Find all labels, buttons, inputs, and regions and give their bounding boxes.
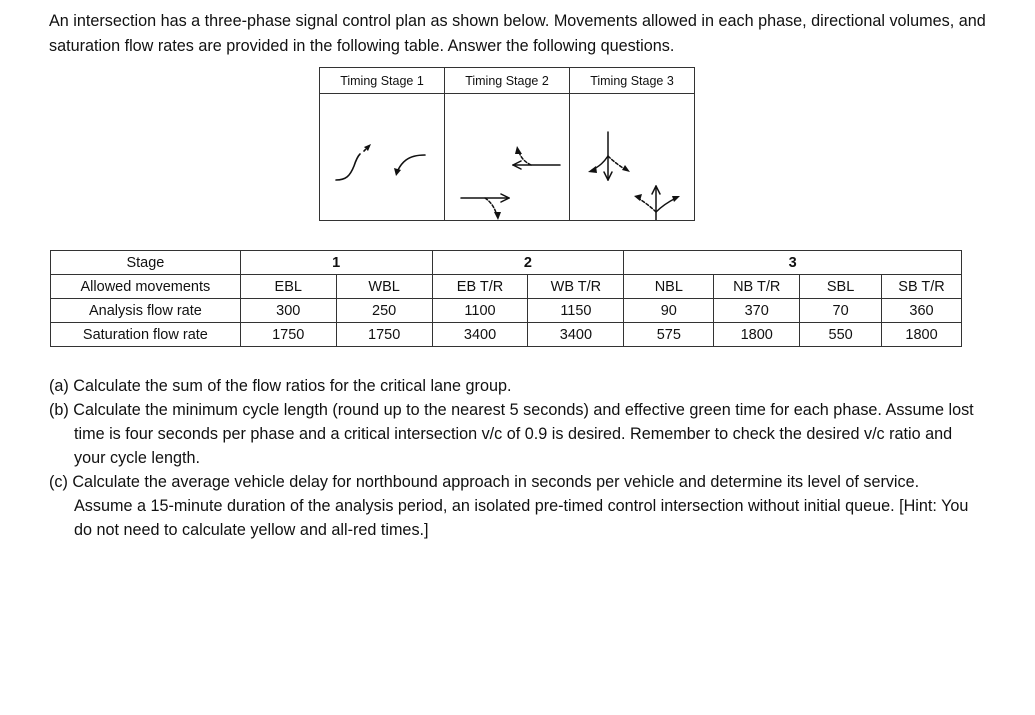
table-cell: 3400 — [432, 323, 528, 347]
timing-stage-2-header: Timing Stage 2 — [445, 68, 570, 94]
stage-3-label: 3 — [624, 251, 962, 275]
timing-stage-diagram — [319, 67, 695, 221]
table-cell: EBL — [240, 275, 336, 299]
table-cell: SBL — [800, 275, 882, 299]
movement-data-table — [50, 250, 962, 347]
timing-stage-1-cell — [320, 94, 445, 221]
stage-2-label: 2 — [432, 251, 624, 275]
table-cell: NBL — [624, 275, 714, 299]
table-cell: 70 — [800, 299, 882, 323]
stage-3-movements-icon — [570, 94, 694, 220]
table-cell: 550 — [800, 323, 882, 347]
table-cell: 1750 — [336, 323, 432, 347]
table-cell: 90 — [624, 299, 714, 323]
table-cell: NB T/R — [714, 275, 800, 299]
table-cell: 1800 — [882, 323, 962, 347]
table-cell: 1150 — [528, 299, 624, 323]
stage-1-movements-icon — [320, 94, 444, 220]
question-b: (b) Calculate the minimum cycle length (round up to the nearest 5 seconds) and effective green time for each phase. Assume lost time is four seconds per phase and a critical intersection v/c of 0.9 is desired. Remember to check the desired v/c ratio and your cycle length. — [49, 401, 974, 467]
table-cell: SB T/R — [882, 275, 962, 299]
row-label: Saturation flow rate — [51, 323, 241, 347]
table-cell: 1800 — [714, 323, 800, 347]
row-label: Analysis flow rate — [51, 299, 241, 323]
table-cell: 1100 — [432, 299, 528, 323]
table-cell: 370 — [714, 299, 800, 323]
table-cell: 1750 — [240, 323, 336, 347]
stage-header-row — [51, 251, 962, 275]
table-row — [51, 299, 962, 323]
timing-stage-3-cell — [570, 94, 695, 221]
table-cell: 575 — [624, 323, 714, 347]
table-cell: EB T/R — [432, 275, 528, 299]
question-c: (c) Calculate the average vehicle delay for northbound approach in seconds per vehicle and determine its level of service. Assume a 15-minute duration of the analysis period, an isolated pre-timed control intersection without initial queue. [Hint: You do not need to calculate yellow and all-red times.] — [49, 473, 969, 539]
row-label: Allowed movements — [51, 275, 241, 299]
table-cell: 3400 — [528, 323, 624, 347]
table-cell: 300 — [240, 299, 336, 323]
stage-label: Stage — [51, 251, 241, 275]
timing-stage-3-header: Timing Stage 3 — [570, 68, 695, 94]
table-row — [51, 323, 962, 347]
stage-1-label: 1 — [240, 251, 432, 275]
timing-stage-1-header: Timing Stage 1 — [320, 68, 445, 94]
table-cell: 360 — [882, 299, 962, 323]
table-cell: WBL — [336, 275, 432, 299]
problem-intro: An intersection has a three-phase signal control plan as shown below. Movements allowed in each phase, directional volumes, and saturation flow rates are provided in the following table. Answer the following questions. — [49, 12, 986, 55]
table-cell: WB T/R — [528, 275, 624, 299]
table-cell: 250 — [336, 299, 432, 323]
question-list — [49, 374, 979, 542]
timing-stage-2-cell — [445, 94, 570, 221]
stage-2-movements-icon — [445, 94, 569, 220]
table-row — [51, 275, 962, 299]
question-a: (a) Calculate the sum of the flow ratios for the critical lane group. — [49, 377, 512, 395]
